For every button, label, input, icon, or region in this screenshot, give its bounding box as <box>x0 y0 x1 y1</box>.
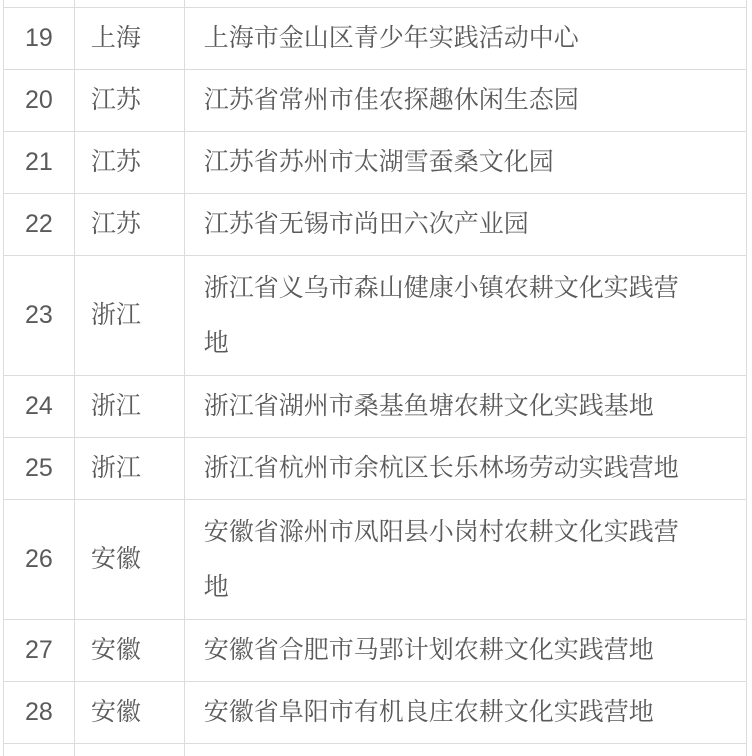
province-cell: 上海 <box>75 8 185 70</box>
table-row <box>4 194 747 256</box>
province-cell: 江苏 <box>75 194 185 256</box>
rank-cell: 26 <box>4 500 75 620</box>
site-name-cell-text: 上海市金山区青少年实践活动中心 <box>203 24 579 52</box>
province-cell: 浙江 <box>75 438 185 500</box>
table-row <box>4 70 747 132</box>
site-name-cell-text: 江苏省无锡市尚田六次产业园 <box>203 210 529 238</box>
site-name-cell <box>185 620 747 682</box>
partial-row-bottom <box>4 744 747 756</box>
site-name-cell <box>185 132 747 194</box>
site-name-cell <box>185 500 747 620</box>
site-list-table <box>3 0 747 756</box>
site-name-cell <box>185 376 747 438</box>
rank-cell: 27 <box>4 620 75 682</box>
rank-cell <box>4 744 75 756</box>
site-name-cell <box>185 256 747 376</box>
site-name-cell <box>185 682 747 744</box>
table-row <box>4 620 747 682</box>
partial-row-top <box>4 0 747 8</box>
site-name-cell-text: 浙江省杭州市余杭区长乐林场劳动实践营地 <box>203 454 679 482</box>
province-cell: 江苏 <box>75 70 185 132</box>
site-name-cell <box>185 0 747 8</box>
rank-cell: 25 <box>4 438 75 500</box>
site-name-cell-text: 安徽省合肥市马郢计划农耕文化实践营地 <box>203 636 654 664</box>
province-cell: 安徽 <box>75 620 185 682</box>
rank-cell: 20 <box>4 70 75 132</box>
table-row <box>4 256 747 376</box>
table-row <box>4 376 747 438</box>
table-row <box>4 500 747 620</box>
site-name-cell-text: 浙江省义乌市森山健康小镇农耕文化实践营地 <box>203 273 679 357</box>
site-name-cell <box>185 8 747 70</box>
site-name-cell-text: 安徽省阜阳市有机良庄农耕文化实践营地 <box>203 698 654 726</box>
rank-cell: 19 <box>4 8 75 70</box>
province-cell: 安徽 <box>75 682 185 744</box>
table-row <box>4 132 747 194</box>
table-row <box>4 438 747 500</box>
rank-cell: 21 <box>4 132 75 194</box>
rank-cell: 24 <box>4 376 75 438</box>
rank-cell: 22 <box>4 194 75 256</box>
site-name-cell <box>185 744 747 756</box>
rank-cell: 28 <box>4 682 75 744</box>
province-cell: 浙江 <box>75 256 185 376</box>
province-cell <box>75 744 185 756</box>
province-cell: 安徽 <box>75 500 185 620</box>
province-cell <box>75 0 185 8</box>
table-row <box>4 682 747 744</box>
rank-cell: 23 <box>4 256 75 376</box>
table-row <box>4 8 747 70</box>
site-name-cell <box>185 438 747 500</box>
rank-cell <box>4 0 75 8</box>
site-name-cell-text: 江苏省常州市佳农探趣休闲生态园 <box>203 86 579 114</box>
site-name-cell <box>185 70 747 132</box>
province-cell: 江苏 <box>75 132 185 194</box>
province-cell: 浙江 <box>75 376 185 438</box>
site-name-cell-text: 江苏省苏州市太湖雪蚕桑文化园 <box>203 148 554 176</box>
site-name-cell-text: 浙江省湖州市桑基鱼塘农耕文化实践基地 <box>203 392 654 420</box>
site-name-cell-text: 安徽省滁州市凤阳县小岗村农耕文化实践营地 <box>203 517 679 601</box>
site-name-cell <box>185 194 747 256</box>
